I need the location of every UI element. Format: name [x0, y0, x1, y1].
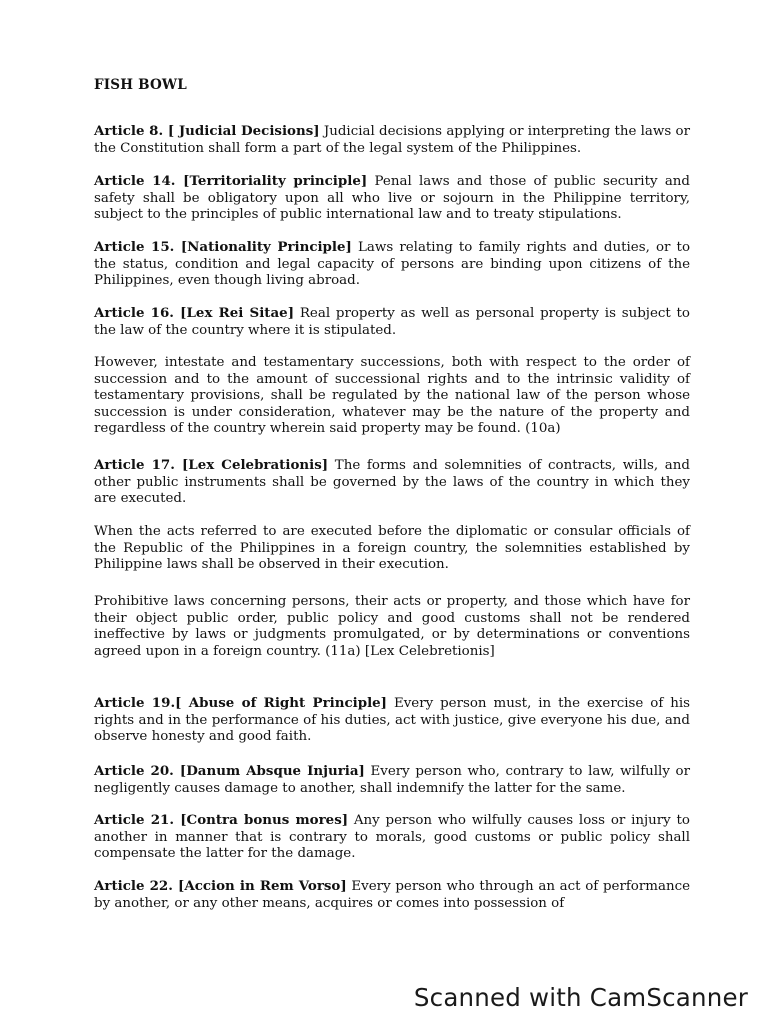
article-title: Article 15. [Nationality Principle] [94, 239, 352, 255]
article-8-paragraph [94, 123, 690, 157]
article-title: Article 17. [Lex Celebrationis] [94, 457, 329, 473]
article-21-paragraph [94, 812, 690, 863]
article-text: Every person must, in the exercise of his rights and in the performance of his duties, act with justice, give everyone his due, and observe honesty and good faith. [94, 696, 690, 745]
article-text: Any person who wilfully causes loss or injury to another in manner that is contrary to morals, good customs or public policy shall compensate the latter for the damage. [94, 813, 690, 862]
article-title: Article 20. [Danum Absque Injuria] [94, 763, 365, 779]
succession-paragraph [94, 355, 690, 438]
paragraph-text: Prohibitive laws concerning persons, their acts or property, and those which have for their object public order, public policy and good customs shall not be rendered ineffective by laws or judgments promulgated, or by determinations or conventions agreed upon in a foreign country. (11a) [Lex Celebretionis] [94, 594, 690, 659]
article-text: Penal laws and those of public security and safety shall be obligatory upon all who live or sojourn in the Philippine territory, subject to the principles of public international law and to treaty stipulations. [94, 174, 690, 223]
document-heading: FISH BOWL [94, 77, 187, 93]
article-title: Article 19.[ Abuse of Right Principle] [94, 695, 388, 711]
article-text: The forms and solemnities of contracts, wills, and other public instruments shall be governed by the laws of the country in which they are executed. [94, 458, 690, 507]
article-16-paragraph [94, 305, 690, 339]
article-22-paragraph [94, 878, 690, 912]
consular-paragraph [94, 524, 690, 574]
paragraph-text: When the acts referred to are executed before the diplomatic or consular officials of the Republic of the Philippines in a foreign country, the solemnities established by Philippine laws shall be observed in their execution. [94, 524, 690, 573]
article-15-paragraph [94, 239, 690, 290]
article-title: Article 16. [Lex Rei Sitae] [94, 305, 295, 321]
article-text: Real property as well as personal property is subject to the law of the country where it is stipulated. [94, 306, 690, 338]
article-19-paragraph [94, 695, 690, 746]
article-text: Every person who through an act of performance by another, or any other means, acquires or comes into possession of [94, 879, 690, 911]
article-title: Article 14. [Territoriality principle] [94, 173, 368, 189]
article-text: Judicial decisions applying or interpreting the laws or the Constitution shall form a part of the legal system of the Philippines. [94, 124, 690, 156]
article-text: Laws relating to family rights and duties, or to the status, condition and legal capacity of persons are binding upon citizens of the Philippines, even though living abroad. [94, 240, 691, 289]
article-20-paragraph [94, 763, 690, 797]
article-17-paragraph [94, 457, 690, 508]
paragraph-text: However, intestate and testamentary successions, both with respect to the order of succession and to the amount of successional rights and to the intrinsic validity of testamentary provisions, shall be regulated by the national law of the person whose succession is under consideration, whatever may be the nature of the property and regardless of the country wherein said property may be found. (10a) [94, 355, 690, 437]
prohibitive-laws-paragraph [94, 594, 690, 660]
camscanner-watermark: Scanned with CamScanner [413, 983, 748, 1012]
article-title: Article 8. [ Judicial Decisions] [94, 123, 320, 139]
article-14-paragraph [94, 173, 690, 224]
article-title: Article 21. [Contra bonus mores] [94, 812, 349, 828]
article-title: Article 22. [Accion in Rem Vorso] [94, 878, 347, 894]
article-text: Every person who, contrary to law, wilfully or negligently causes damage to another, shall indemnify the latter for the same. [94, 764, 690, 796]
